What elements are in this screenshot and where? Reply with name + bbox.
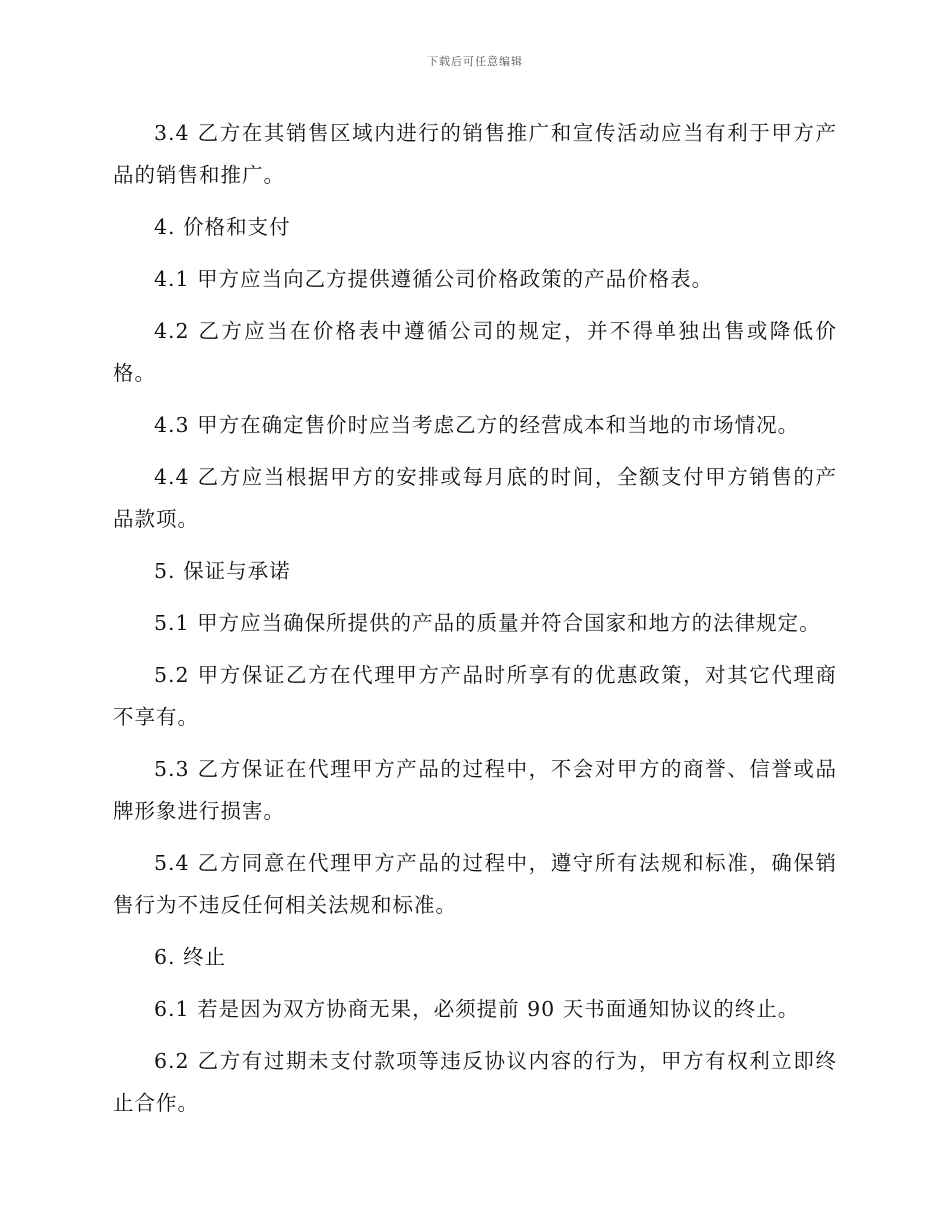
section-heading-4: 4. 价格和支付 (154, 215, 291, 239)
clause-4-3: 4.3 甲方在确定售价时应当考虑乙方的经营成本和当地的市场情况。 (154, 413, 800, 437)
clause-5-4: 5.4 乙方同意在代理甲方产品的过程中，遵守所有法规和标准，确保销售行为不违反任何相关法规和标准。 (113, 851, 837, 917)
page-header: 下载后可任意编辑 (427, 55, 523, 68)
clause-6-1: 6.1 若是因为双方协商无果，必须提前 90 天书面通知协议的终止。 (154, 997, 800, 1021)
clause-4-4: 4.4 乙方应当根据甲方的安排或每月底的时间，全额支付甲方销售的产品款项。 (113, 465, 837, 531)
clause-3-4: 3.4 乙方在其销售区域内进行的销售推广和宣传活动应当有利于甲方产品的销售和推广。 (113, 121, 837, 187)
section-heading-6: 6. 终止 (154, 945, 227, 969)
clause-4-2: 4.2 乙方应当在价格表中遵循公司的规定，并不得单独出售或降低价格。 (113, 319, 837, 385)
section-heading-5: 5. 保证与承诺 (154, 559, 291, 583)
clause-5-1: 5.1 甲方应当确保所提供的产品的质量并符合国家和地方的法律规定。 (154, 611, 821, 635)
clause-5-2: 5.2 甲方保证乙方在代理甲方产品时所享有的优惠政策，对其它代理商不享有。 (113, 663, 837, 729)
clause-4-1: 4.1 甲方应当向乙方提供遵循公司价格政策的产品价格表。 (154, 267, 714, 291)
document-body (113, 112, 837, 1134)
clause-6-2: 6.2 乙方有过期未支付款项等违反协议内容的行为，甲方有权利立即终止合作。 (113, 1049, 837, 1115)
clause-5-3: 5.3 乙方保证在代理甲方产品的过程中，不会对甲方的商誉、信誉或品牌形象进行损害。 (113, 757, 837, 823)
